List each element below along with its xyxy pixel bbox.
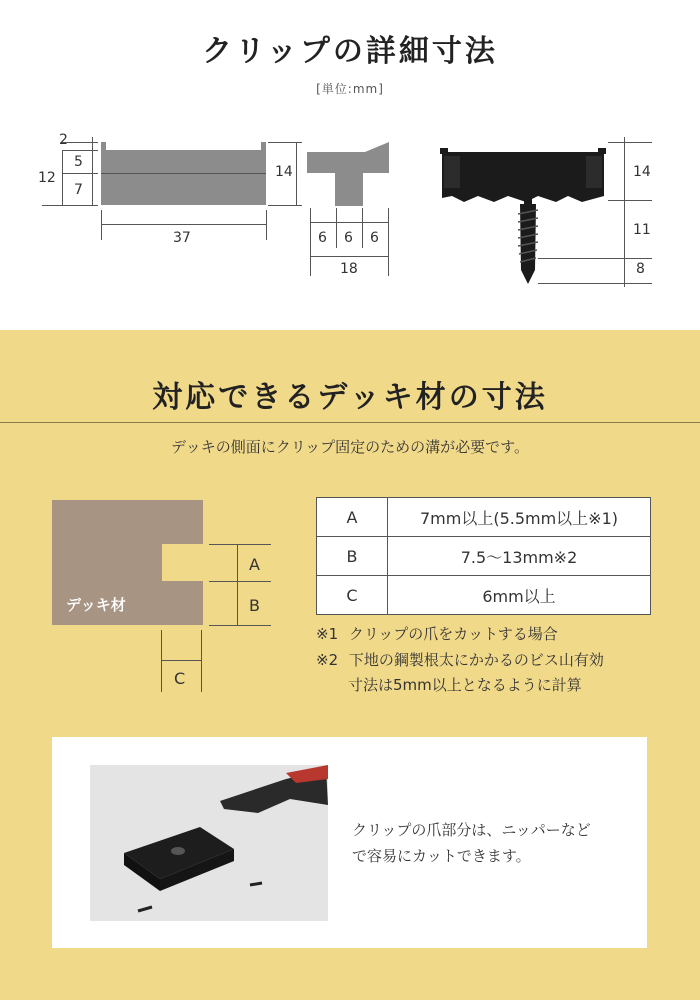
- dim-line: [296, 142, 297, 205]
- dim-line: [310, 256, 388, 257]
- footnote-text: 下地の鋼製根太にかかるのビス山有効: [348, 651, 604, 669]
- dim-line: [388, 208, 389, 276]
- deck-section-title: 対応できるデッキ材の寸法: [152, 380, 548, 415]
- table-key: A: [317, 498, 388, 537]
- dim-line: [62, 150, 63, 205]
- clip-end-shape: [305, 140, 395, 210]
- label-a: A: [249, 555, 260, 574]
- dim-12: 12: [38, 170, 56, 186]
- dim-line: [101, 224, 266, 225]
- table-key: B: [317, 537, 388, 576]
- cutting-info-card: [52, 737, 647, 948]
- dim-2: 2: [59, 132, 68, 148]
- table-row: [317, 576, 651, 615]
- deck-label: デッキ材: [66, 596, 126, 614]
- dim-screw-11: 11: [633, 222, 651, 238]
- table-value: 7mm以上(5.5mm以上※1): [388, 498, 651, 537]
- footnote-mark: ※2: [316, 651, 339, 669]
- cutting-info-line-1: クリップの爪部分は、ニッパーなど: [352, 821, 591, 839]
- cutting-info-text: [352, 817, 591, 869]
- dim-line: [209, 625, 271, 626]
- dim-line: [268, 205, 302, 206]
- dim-18: 18: [340, 261, 358, 277]
- dim-line: [266, 210, 267, 240]
- cutting-info-line-2: で容易にカットできます。: [352, 847, 531, 865]
- clip-side-divider: [101, 173, 266, 174]
- dim-screw-14: 14: [633, 164, 651, 180]
- dim-6c: 6: [370, 230, 379, 246]
- dim-7: 7: [74, 182, 83, 198]
- table-value: 6mm以上: [388, 576, 651, 615]
- dim-line: [101, 210, 102, 240]
- clip-dimension-section: [0, 0, 700, 330]
- dim-6b: 6: [344, 230, 353, 246]
- deck-spec-table: [316, 497, 651, 615]
- label-c: C: [174, 669, 186, 688]
- table-key: C: [317, 576, 388, 615]
- dim-line: [624, 137, 625, 287]
- dim-line: [92, 137, 93, 205]
- clip-section-title: クリップの詳細寸法: [202, 34, 498, 69]
- table-value: 7.5～13mm※2: [388, 537, 651, 576]
- footnote-2-continued: 寸法は5mm以上となるように計算: [348, 676, 582, 694]
- table-row: [317, 498, 651, 537]
- dim-5: 5: [74, 154, 83, 170]
- clip-cutting-photo: [90, 765, 328, 921]
- dim-screw-8: 8: [636, 261, 645, 277]
- footnote-mark: ※1: [316, 625, 339, 643]
- footnote-2: [316, 649, 604, 670]
- dim-line: [237, 544, 238, 625]
- dim-line: [209, 544, 271, 545]
- groove-note: デッキの側面にクリップ固定のための溝が必要です。: [171, 438, 529, 456]
- dim-line: [538, 258, 652, 259]
- footnote-1: [316, 623, 558, 644]
- title-underline: [0, 422, 700, 423]
- dim-line: [201, 630, 202, 692]
- unit-label: [単位:mm]: [316, 82, 384, 96]
- dim-14: 14: [275, 164, 293, 180]
- table-row: [317, 537, 651, 576]
- label-b: B: [249, 596, 260, 615]
- dim-line: [608, 142, 652, 143]
- dim-line: [161, 630, 162, 692]
- clip-side-lip-left: [101, 142, 106, 152]
- dim-line: [310, 208, 311, 276]
- dim-line: [538, 283, 652, 284]
- dim-line: [161, 660, 201, 661]
- clip-side-body: [101, 150, 266, 205]
- black-clip-with-screw: [438, 140, 618, 288]
- dim-line: [336, 208, 337, 248]
- dim-line: [310, 222, 388, 223]
- dim-37: 37: [173, 230, 191, 246]
- clip-side-lip-right: [261, 142, 266, 152]
- nipper-and-clip-illustration: [90, 765, 328, 921]
- footnote-text: クリップの爪をカットする場合: [348, 625, 558, 643]
- dim-line: [42, 205, 98, 206]
- dim-6a: 6: [318, 230, 327, 246]
- dim-line: [608, 200, 652, 201]
- dim-line: [362, 208, 363, 248]
- dim-line: [209, 581, 271, 582]
